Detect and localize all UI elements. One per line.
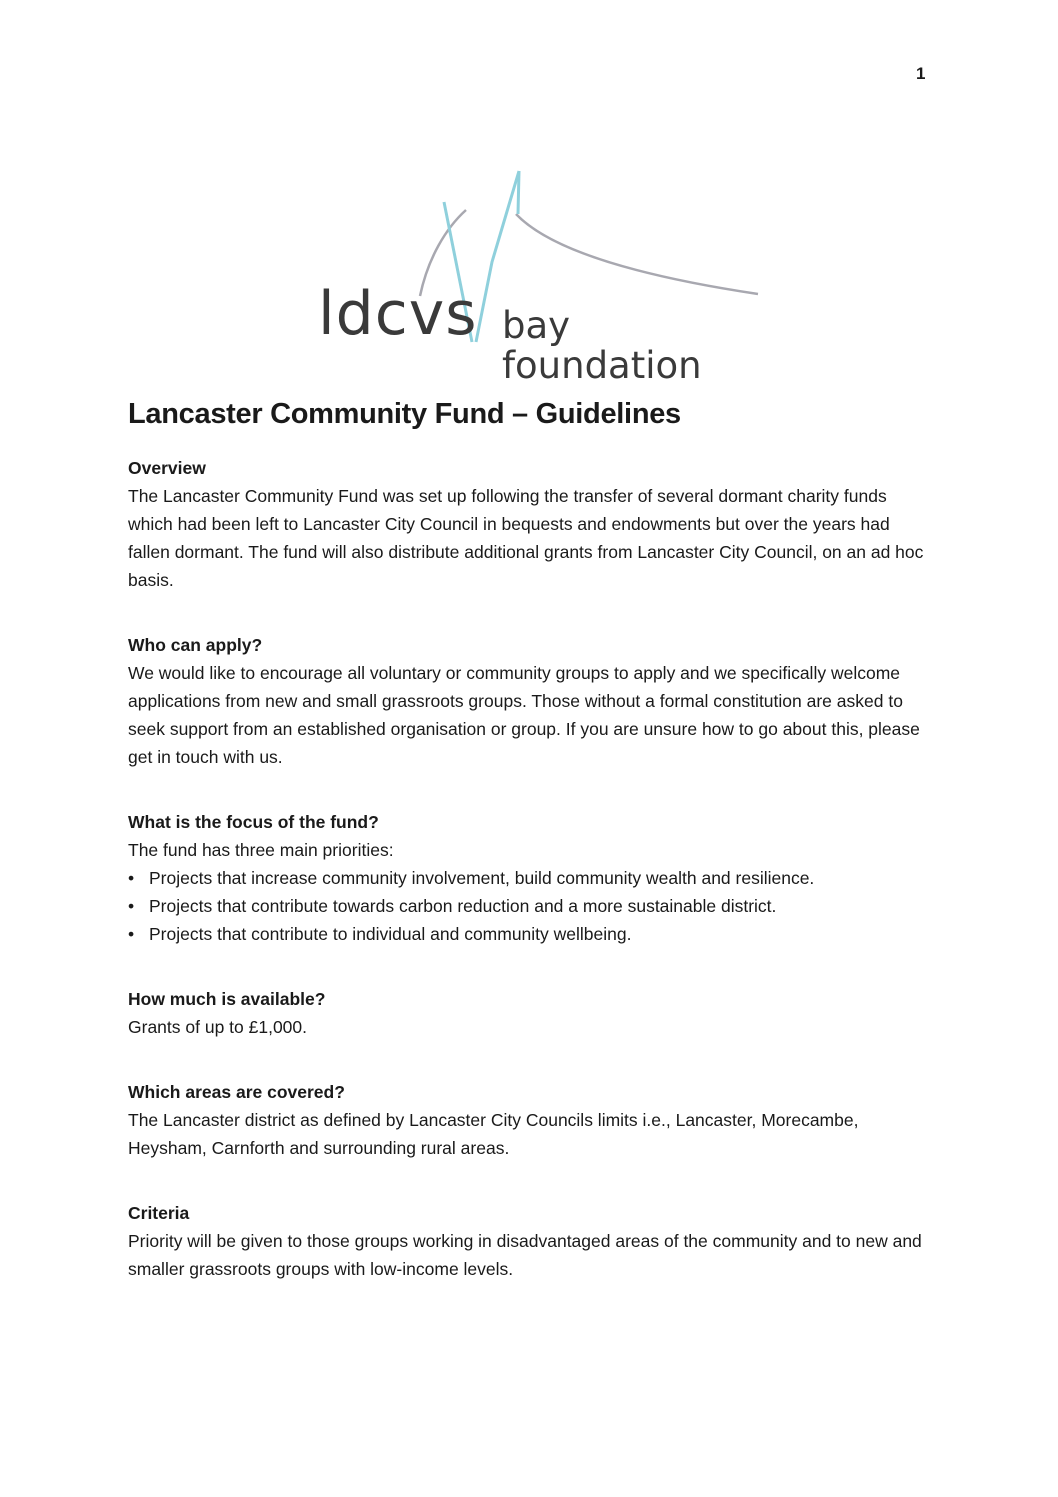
section-body: The Lancaster district as defined by Lancaster City Councils limits i.e., Lancaster, Morecambe, Heysham, Carnforth and surrounding rural areas. xyxy=(128,1110,859,1158)
priorities-list xyxy=(128,864,932,948)
section-overview xyxy=(128,454,932,594)
list-item xyxy=(128,892,932,920)
page-number: 1 xyxy=(916,64,926,83)
section-areas xyxy=(128,1078,932,1162)
section-focus xyxy=(128,808,932,948)
section-heading: How much is available? xyxy=(128,989,326,1009)
logo-bay-foundation-text: bay foundation xyxy=(502,304,702,387)
bullet-icon: • xyxy=(128,924,135,944)
section-body: The Lancaster Community Fund was set up following the transfer of several dormant charity funds which had been left to Lancaster City Council in bequests and endowments but over the years had fallen dormant. The fund will also distribute additional grants from Lancaster City Council, on an ad hoc basis. xyxy=(128,486,924,590)
section-body: Priority will be given to those groups working in disadvantaged areas of the community and to new and smaller grassroots groups with low-income levels. xyxy=(128,1231,922,1279)
document-title: Lancaster Community Fund – Guidelines xyxy=(128,398,681,430)
list-item xyxy=(128,864,932,892)
list-item xyxy=(128,920,932,948)
section-criteria xyxy=(128,1199,932,1283)
section-heading: Overview xyxy=(128,458,206,478)
bullet-icon: • xyxy=(128,868,135,888)
section-who-can-apply xyxy=(128,631,932,771)
bullet-icon: • xyxy=(128,896,135,916)
ldcvs-bay-foundation-logo xyxy=(318,166,764,387)
list-item-text: Projects that contribute towards carbon reduction and a more sustainable district. xyxy=(149,896,777,916)
section-body: We would like to encourage all voluntary or community groups to apply and we specifically welcome applications from new and small grassroots groups. Those without a formal constitution are asked to seek support from an established organisation or group. If you are unsure how to go about this, please get in touch with us. xyxy=(128,663,920,767)
section-body: Grants of up to £1,000. xyxy=(128,1017,308,1037)
section-available xyxy=(128,985,932,1041)
section-heading: Who can apply? xyxy=(128,635,263,655)
section-heading: Which areas are covered? xyxy=(128,1082,345,1102)
section-heading: What is the focus of the fund? xyxy=(128,812,379,832)
logo-ldcvs-text: ldcvs xyxy=(318,279,478,349)
section-heading: Criteria xyxy=(128,1203,190,1223)
section-intro: The fund has three main priorities: xyxy=(128,840,394,860)
document-body xyxy=(128,394,932,1320)
list-item-text: Projects that increase community involvement, build community wealth and resilience. xyxy=(149,868,815,888)
list-item-text: Projects that contribute to individual and community wellbeing. xyxy=(149,924,632,944)
